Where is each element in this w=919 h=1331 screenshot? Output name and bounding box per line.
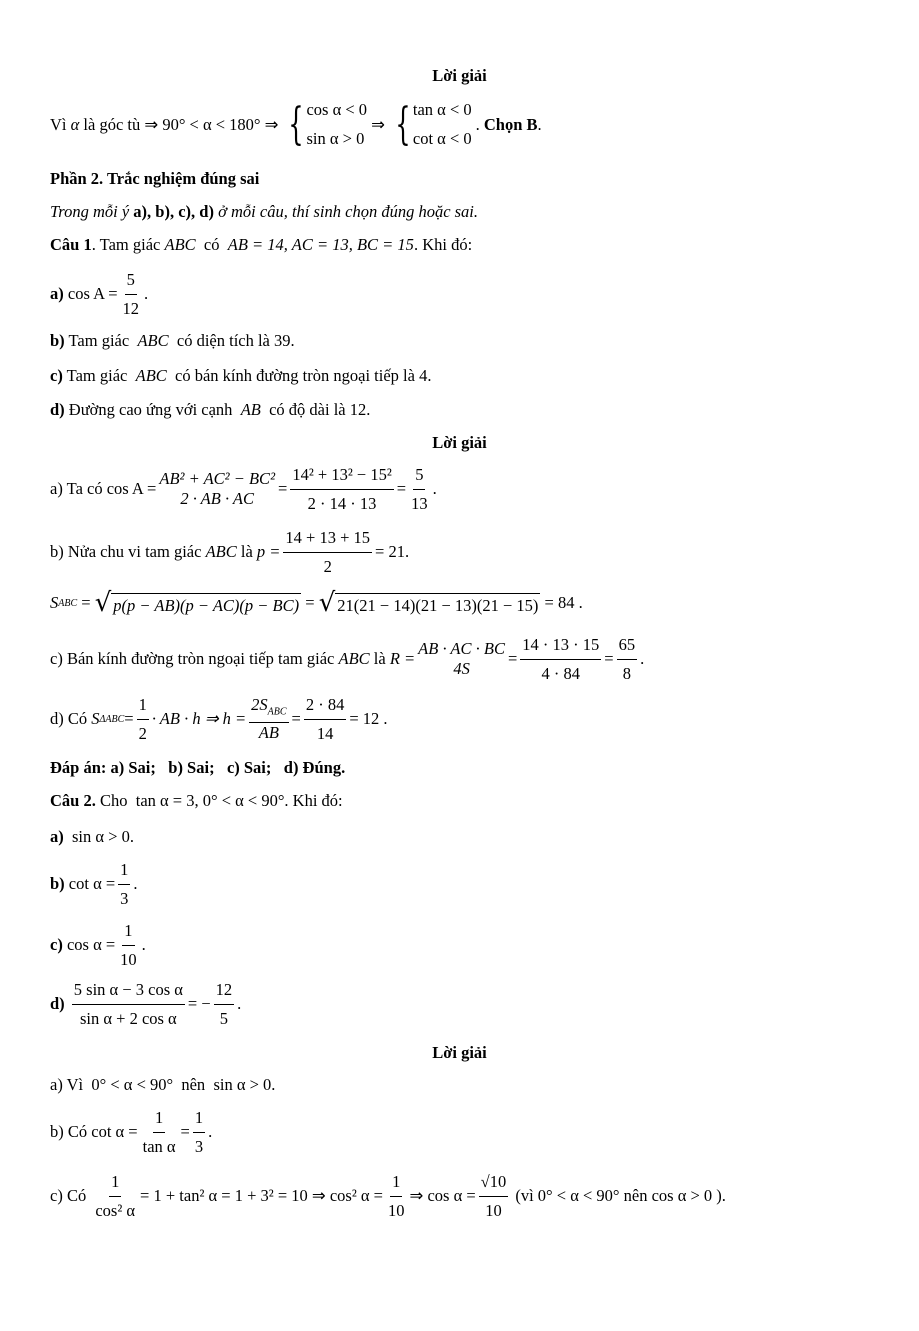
text: ⇒ cos α = [409,1186,476,1206]
system-a: { cos α < 0 sin α > 0 [282,96,367,154]
fraction [193,1108,205,1157]
numerator: 5 sin α − 3 cos α [72,980,185,1005]
text: = [396,479,407,499]
q1-option-c [50,366,431,386]
instr-text: ở mỗi câu, thí sinh chọn đúng hoặc sai. [213,202,479,221]
triangle: ABC [205,542,237,562]
q1-option-d [50,400,370,420]
text: = [291,709,301,729]
text: có [203,235,220,254]
fraction [121,270,142,319]
text: = 21. [375,542,410,562]
q2-option-c [50,921,146,970]
lhs: S [91,709,100,729]
option-label: a) [50,284,64,304]
text: có độ dài là 12. [269,400,371,419]
side: AB [240,400,261,419]
denominator: AB [258,723,279,743]
numerator: 1 [137,695,149,720]
fraction [418,639,505,679]
s2-b [50,1108,212,1157]
fraction [249,695,288,743]
denominator: 2 [138,723,147,743]
s2-c [50,1172,726,1221]
numerator: 12 [214,980,235,1005]
answer-1: Đáp án: a) Sai; b) Sai; c) Sai; d) Đúng. [50,758,346,777]
text: . [133,874,138,894]
radicand: p(p − AB)(p − AC)(p − BC) [111,593,301,616]
text: Đường cao ứng với cạnh [68,400,233,419]
subscript: ΔABC [99,713,125,725]
s1-b [50,528,409,577]
fraction [617,635,638,684]
numerator: 14 · 13 · 15 [520,635,601,660]
alpha: α [70,115,80,134]
sys-row: cot α < 0 [412,129,472,148]
fraction [137,695,149,744]
text: có diện tích là 39. [176,331,295,350]
solution-line-obtuse [50,100,542,150]
condition: 0° < α < 90° [91,1075,174,1094]
fraction [409,465,430,514]
numerator: √10 [479,1172,509,1197]
text: Cho [99,791,128,810]
text: c) Có [50,1186,87,1206]
text: . [640,649,645,669]
fraction [304,695,347,744]
numerator: 5 [125,270,137,295]
text: là [240,542,253,562]
numerator: AB² + AC² − BC² [159,469,276,489]
numerator: 65 [617,635,638,660]
radicand: 21(21 − 14)(21 − 13)(21 − 15) [335,593,540,616]
arrow: ⇒ [371,115,385,134]
numerator: 1 [193,1108,205,1133]
text: = [305,593,315,612]
text: . Khi đó: [413,235,473,254]
triangle: ABC [164,235,196,254]
denominator: tan α [142,1136,176,1156]
text: = [604,649,614,669]
text: = [124,709,134,729]
q1-option-a [50,270,148,319]
text: . [537,115,542,134]
fraction [72,980,185,1029]
question-2 [50,791,343,811]
fraction [290,465,393,514]
lhs: cos A = [106,479,157,499]
option-label: c) [50,366,63,385]
result: sin α > 0. [213,1075,276,1094]
fraction [214,980,235,1029]
instr-text: Trong mỗi ý [50,202,134,221]
text: Vì [50,115,67,134]
numerator: 2S [251,695,268,715]
numerator: 1 [390,1172,402,1197]
denominator: 2 · 14 · 13 [307,493,377,513]
part2-title: Phần 2. Trắc nghiệm đúng sai [50,169,260,188]
denominator: 2 [323,556,332,576]
question-label: Câu 2. [50,791,96,810]
s1-area [50,590,583,616]
s1-d [50,695,388,744]
option-label: b) [50,874,65,894]
solution-heading: Lời giải [432,1043,487,1062]
denominator: sin α + 2 cos α [79,1008,177,1028]
lhs: cos A = [67,284,118,304]
solution-heading: Lời giải [432,66,487,85]
fraction [93,1172,137,1221]
instructions [50,202,478,222]
text: = − [187,994,211,1014]
text: = [278,479,288,499]
denominator: 12 [122,298,140,318]
numerator: 14² + 13² − 15² [290,465,393,490]
option-label: d) [50,400,65,419]
triangle: ABC [137,331,169,350]
sides: AB = 14, AC = 13, BC = 15 [227,235,414,254]
fraction [520,635,601,684]
sys-row: tan α < 0 [412,100,472,120]
denominator: 10 [388,1200,405,1220]
denominator: cos² α [95,1200,136,1220]
lhs: cos α = [66,935,116,955]
question-label: Câu 1 [50,235,92,254]
text: . [237,994,242,1014]
triangle: ABC [338,649,370,669]
triangle: ABC [135,366,167,385]
sys-row: sin α > 0 [306,129,365,148]
lhs: S [50,593,59,612]
denominator: 4 · 84 [541,663,581,683]
text: là góc tù [83,115,141,134]
text: . [141,935,146,955]
text: có bán kính đường tròn ngoại tiếp là 4. [175,366,432,385]
fraction [159,469,275,509]
text: c) Bán kính đường tròn ngoại tiếp tam giác [50,649,335,669]
question-1 [50,235,472,255]
sys-row: cos α < 0 [306,100,368,120]
option-label: b) [50,331,65,350]
text: = [180,1122,190,1142]
s1-c [50,635,644,684]
text: = [81,593,91,612]
text: . Tam giác [91,235,165,254]
q2-option-b [50,860,138,909]
fraction [118,921,139,970]
numerator: 5 [413,465,425,490]
fraction [479,1172,509,1221]
text: = [507,649,518,669]
q1-option-b [50,331,295,351]
text: a) Vì [50,1075,84,1094]
lhs: cot α = [68,874,116,894]
fraction [283,528,372,577]
condition: tan α = 3, 0° < α < 90° [135,791,285,810]
subscript: ABC [58,597,78,609]
text: · AB · h ⇒ h = [151,709,247,729]
text: = 84 . [544,593,583,612]
text: . [144,284,149,304]
option-label: a) [50,827,64,846]
instr-items: a), b), c), d) [133,202,214,221]
text: . Khi đó: [284,791,343,810]
numerator: 1 [118,860,130,885]
text: (vì 0° < α < 90° nên cos α > 0 ). [515,1186,726,1206]
text: Tam giác [66,366,128,385]
choice: Chọn B [483,115,538,134]
lhs: R = [389,649,416,669]
denominator: 10 [120,949,137,969]
fraction [118,860,130,909]
denominator: 10 [485,1200,502,1220]
text: nên [181,1075,206,1094]
text: = 12 . [349,709,388,729]
lhs: cot α = [91,1122,138,1142]
text: a) Ta có [50,479,103,499]
range: ⇒ 90° < α < 180° ⇒ [144,115,279,134]
numerator: 2 · 84 [304,695,347,720]
text: d) Có [50,709,88,729]
denominator: 13 [411,493,428,513]
denominator: 2 · AB · AC [180,489,255,509]
lhs: p = [256,542,281,562]
s2-a [50,1075,275,1095]
q2-option-a [50,827,134,847]
text: . [208,1122,213,1142]
expression: sin α > 0. [72,827,134,846]
text: . [432,479,437,499]
fraction [141,1108,178,1157]
text: b) Có [50,1122,88,1142]
fraction [386,1172,407,1221]
numerator: 1 [109,1172,121,1197]
text: b) Nửa chu vi tam giác [50,542,202,562]
text: = 1 + tan² α = 1 + 3² = 10 ⇒ cos² α = [140,1186,383,1206]
denominator: 3 [194,1136,204,1156]
text: là [373,649,386,669]
denominator: 3 [120,888,129,908]
text: . [475,115,480,134]
numerator: 1 [122,921,134,946]
text: Tam giác [68,331,130,350]
sqrt: √ 21(21 − 14)(21 − 13)(21 − 15) [318,588,539,618]
denominator: 5 [219,1008,229,1028]
denominator: 14 [316,723,334,743]
subscript: ABC [267,706,287,718]
system-b: { tan α < 0 cot α < 0 [389,96,472,154]
solution-heading: Lời giải [432,433,487,452]
denominator: 4S [453,659,470,679]
option-label: c) [50,935,63,955]
option-label: d) [50,994,65,1014]
sqrt: √ p(p − AB)(p − AC)(p − BC) [94,588,300,618]
numerator: 14 + 13 + 15 [283,528,372,553]
q2-option-d [50,980,241,1029]
denominator: 8 [622,663,631,683]
numerator: 1 [153,1108,165,1133]
numerator: AB · AC · BC [418,639,505,659]
s1-a [50,465,437,514]
